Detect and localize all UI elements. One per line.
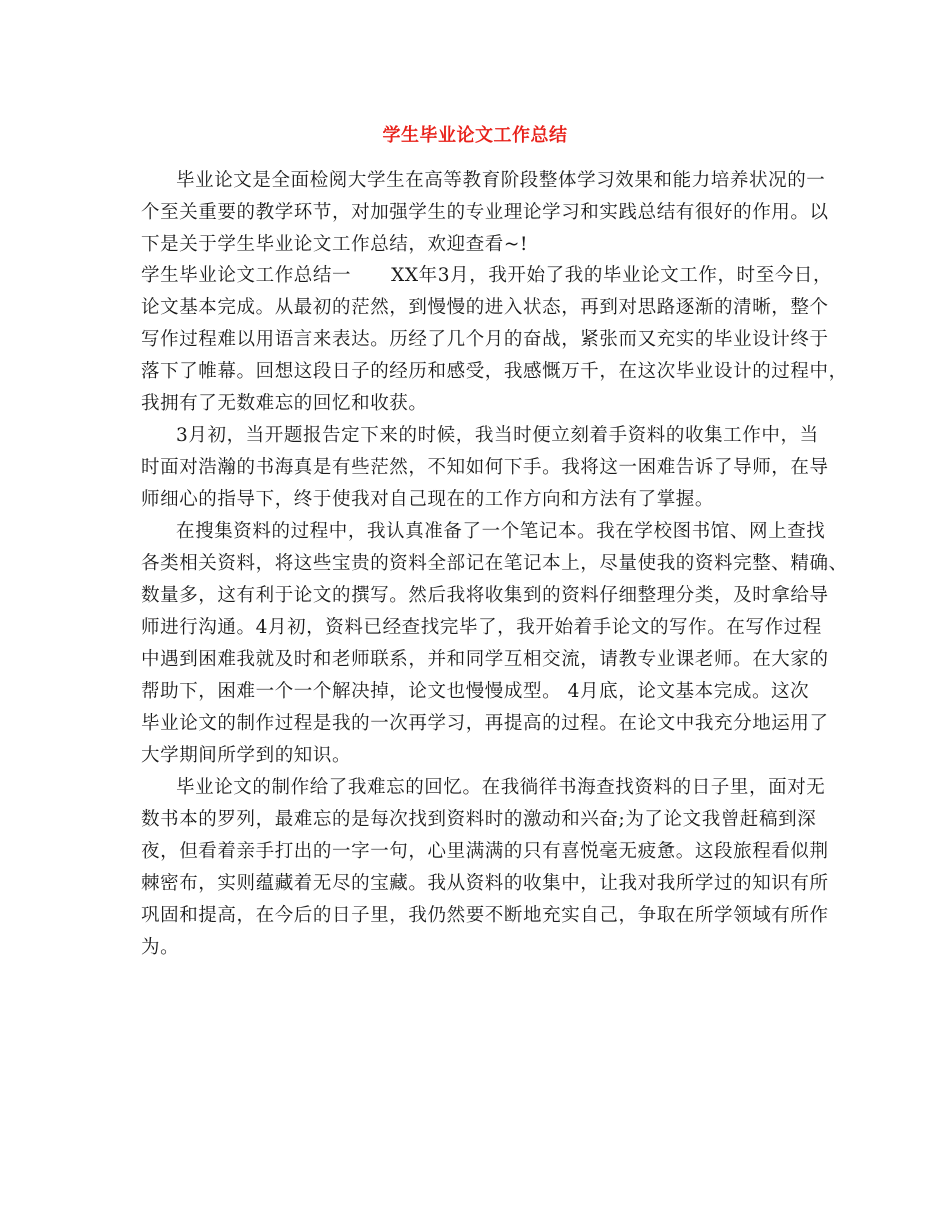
paragraph-line: 时面对浩瀚的书海真是有些茫然，不知如何下手。我将这一困难告诉了导师，在导: [141, 457, 829, 478]
paragraph-line: 帮助下，困难一个一个解决掉，论文也慢慢成型。 4月底，论文基本完成。这次: [141, 681, 810, 702]
paragraph-line: [141, 262, 841, 290]
paragraph-line: 写作过程难以用语言来表达。历经了几个月的奋战，紧张而又充实的毕业设计终于: [141, 329, 829, 350]
paragraph-line: 中遇到困难我就及时和老师联系，并和同学互相交流，请教专业课老师。在大家的: [141, 649, 829, 670]
paragraph-line: 夜，但看着亲手打出的一字一句，心里满满的只有喜悦毫无疲惫。这段旅程看似荆: [141, 841, 829, 862]
paragraph-line: 毕业论文的制作给了我难忘的回忆。在我徜徉书海查找资料的日子里，面对无: [176, 777, 826, 798]
document-title: 学生毕业论文工作总结: [382, 125, 568, 146]
paragraph-line: 个至关重要的教学环节，对加强学生的专业理论学习和实践总结有很好的作用。以: [141, 202, 829, 223]
paragraph-line: 各类相关资料，将这些宝贵的资料全部记在笔记本上，尽量使我的资料完整、精确、: [141, 553, 848, 574]
paragraph-line: 我拥有了无数难忘的回忆和收获。: [141, 393, 428, 414]
paragraph-line: 3月初，当开题报告定下来的时候，我当时便立刻着手资料的收集工作中，当: [176, 425, 819, 446]
section-heading: 学生毕业论文工作总结一: [141, 265, 352, 286]
paragraph-line: 师细心的指导下，终于使我对自己现在的工作方向和方法有了掌握。: [141, 489, 715, 510]
paragraph-line: 毕业论文是全面检阅大学生在高等教育阶段整体学习效果和能力培养状况的一: [176, 170, 826, 191]
paragraph-line: 数书本的罗列，最难忘的是每次找到资料时的激动和兴奋;为了论文我曾赶稿到深: [141, 809, 817, 830]
paragraph-line: 为。: [141, 937, 180, 958]
paragraph-line: 在搜集资料的过程中，我认真准备了一个笔记本。我在学校图书馆、网上查找: [176, 521, 826, 542]
paragraph-line: 师进行沟通。4月初，资料已经查找完毕了，我开始着手论文的写作。在写作过程: [141, 617, 822, 638]
paragraph-line: 巩固和提高，在今后的日子里，我仍然要不断地充实自己，争取在所学领域有所作: [141, 905, 829, 926]
paragraph-line: 大学期间所学到的知识。: [141, 745, 352, 766]
paragraph-line: 棘密布，实则蕴藏着无尽的宝藏。我从资料的收集中，让我对我所学过的知识有所: [141, 873, 829, 894]
paragraph-line: 毕业论文的制作过程是我的一次再学习，再提高的过程。在论文中我充分地运用了: [141, 713, 829, 734]
paragraph-line: 数量多，这有利于论文的撰写。然后我将收集到的资料仔细整理分类，及时拿给导: [141, 585, 829, 606]
paragraph-line: 下是关于学生毕业论文工作总结，欢迎查看~!: [141, 234, 529, 255]
paragraph-text: XX年3月，我开始了我的毕业论文工作，时至今日，: [391, 265, 833, 286]
paragraph-line: 论文基本完成。从最初的茫然，到慢慢的进入状态，再到对思路逐渐的清晰，整个: [141, 297, 829, 318]
paragraph-line: 落下了帷幕。回想这段日子的经历和感受，我感慨万千，在这次毕业设计的过程中，: [141, 361, 848, 382]
